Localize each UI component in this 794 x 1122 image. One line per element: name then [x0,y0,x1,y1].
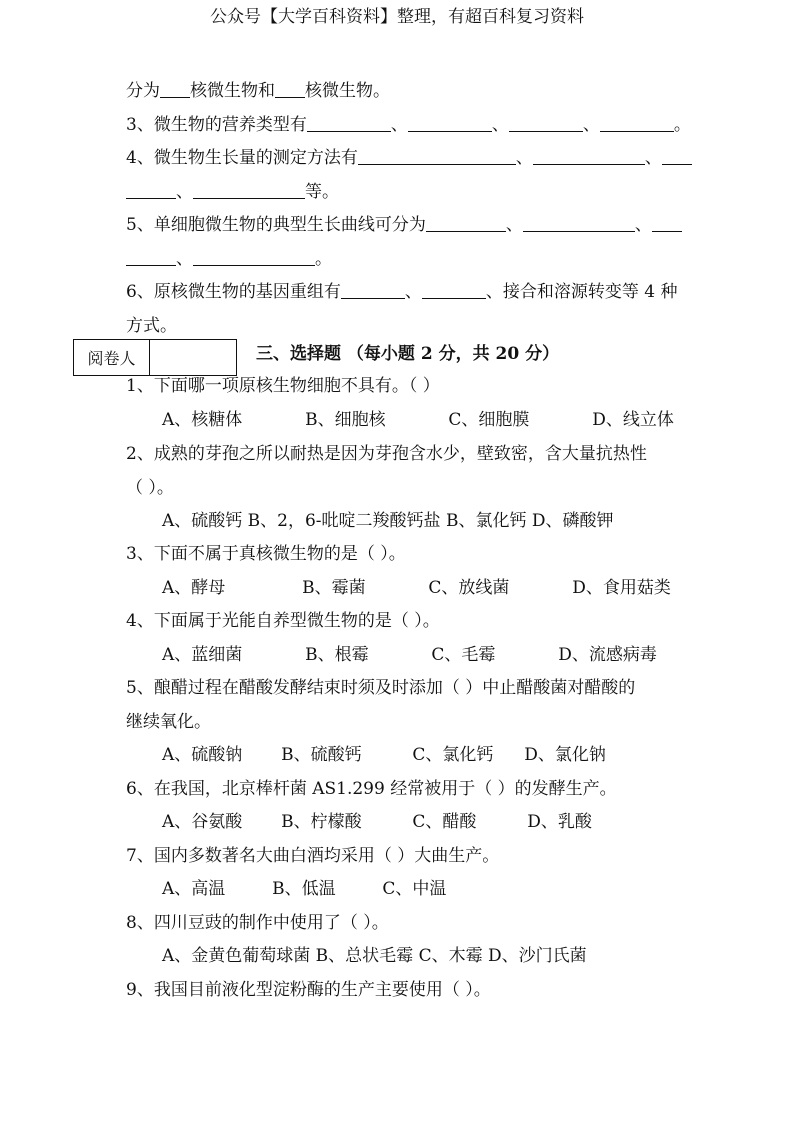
blank[interactable] [408,115,492,132]
question-7-options [162,878,446,900]
option-d[interactable]: D、食用菇类 [572,578,671,598]
question-3-options [162,577,671,599]
fill-question-4: 4、微生物生长量的测定方法有 、 、 [126,147,692,169]
blank[interactable] [193,182,305,199]
option-b[interactable]: B、低温 [272,879,336,899]
question-5-stem: 5、酿醋过程在醋酸发酵结束时须及时添加（ ）中止醋酸菌对醋酸的 [126,678,636,698]
question-5-stem-cont: 继续氧化。 [126,712,211,732]
question-2-options[interactable]: A、硫酸钙 B、2，6-吡啶二羧酸钙盐 B、氯化钙 D、磷酸钾 [162,511,614,531]
question-1-options [162,409,674,431]
blank[interactable] [426,215,506,232]
option-b[interactable]: B、霉菌 [302,578,366,598]
grader-signature-field[interactable] [150,340,236,375]
question-9-stem: 9、我国目前液化型淀粉酶的生产主要使用（ ）。 [126,980,491,1000]
question-8-stem: 8、四川豆豉的制作中使用了（ ）。 [126,913,389,933]
option-a[interactable]: A、谷氨酸 [162,812,243,832]
question-5-options [162,744,606,766]
question-6-options [162,811,592,833]
option-a[interactable]: A、酵母 [162,578,226,598]
blank[interactable] [523,215,635,232]
blank[interactable] [341,282,405,299]
blank[interactable] [652,215,682,232]
question-8-options[interactable]: A、金黄色葡萄球菌 B、总状毛霉 C、木霉 D、沙门氏菌 [162,946,587,966]
blank[interactable] [160,81,190,98]
blank[interactable] [509,115,583,132]
question-1-stem: 1、下面哪一项原核生物细胞不具有。（ ） [126,376,440,396]
blank[interactable] [358,148,516,165]
question-6-stem: 6、在我国，北京棒杆菌 AS1.299 经常被用于（ ）的发酵生产。 [126,779,617,799]
page-header: 公众号【大学百科资料】整理，有超百科复习资料 [210,7,584,27]
fill-question-6: 6、原核微生物的基因重组有 、 、接合和溶源转变等 4 种 [126,282,678,302]
option-d[interactable]: D、流感病毒 [558,645,657,665]
fill-question-4-cont: 、 等。 [126,181,339,203]
question-3-stem: 3、下面不属于真核微生物的是（ ）。 [126,544,406,564]
option-c[interactable]: C、醋酸 [412,812,477,832]
blank[interactable] [533,148,645,165]
option-c[interactable]: C、放线菌 [428,578,510,598]
blank[interactable] [662,148,692,165]
option-b[interactable]: B、细胞核 [305,410,386,430]
fill-question-3: 3、微生物的营养类型有 、 、 、 。 [126,115,691,135]
option-c[interactable]: C、中温 [382,879,447,899]
blank[interactable] [193,249,315,266]
fill-question-5-cont: 、 。 [126,248,332,270]
question-2-stem: 2、成熟的芽孢之所以耐热是因为芽孢含水少，壁致密，含大量抗热性 [126,444,647,464]
blank[interactable] [275,81,305,98]
question-7-stem: 7、国内多数著名大曲白酒均采用（ ）大曲生产。 [126,846,500,866]
blank[interactable] [600,115,674,132]
option-c[interactable]: C、细胞膜 [448,410,530,430]
option-d[interactable]: D、乳酸 [527,812,592,832]
question-4-options [162,644,657,666]
question-2-stem-cont: （ ）。 [126,478,174,498]
option-b[interactable]: B、硫酸钙 [281,745,362,765]
blank[interactable] [307,115,391,132]
section-title: 三、选择题 （每小题 2 分，共 20 分） [256,344,560,364]
fill-question-5: 5、单细胞微生物的典型生长曲线可分为 、 、 [126,214,682,236]
option-a[interactable]: A、蓝细菌 [162,645,243,665]
option-a[interactable]: A、核糖体 [162,410,243,430]
option-d[interactable]: D、氯化钠 [524,745,606,765]
blank[interactable] [126,249,176,266]
option-c[interactable]: C、氯化钙 [412,745,494,765]
option-a[interactable]: A、高温 [162,879,226,899]
option-b[interactable]: B、柠檬酸 [281,812,362,832]
question-4-stem: 4、下面属于光能自养型微生物的是（ ）。 [126,611,440,631]
blank[interactable] [126,182,176,199]
fill-question-6-cont: 方式。 [126,316,177,336]
option-b[interactable]: B、根霉 [305,645,369,665]
fill-line-1: 分为 核微生物和 核微生物。 [126,81,390,101]
grader-box [73,339,237,376]
blank[interactable] [422,282,486,299]
option-a[interactable]: A、硫酸钠 [162,745,243,765]
option-c[interactable]: C、毛霉 [431,645,496,665]
option-d[interactable]: D、线立体 [592,410,674,430]
grader-label: 阅卷人 [74,340,150,375]
